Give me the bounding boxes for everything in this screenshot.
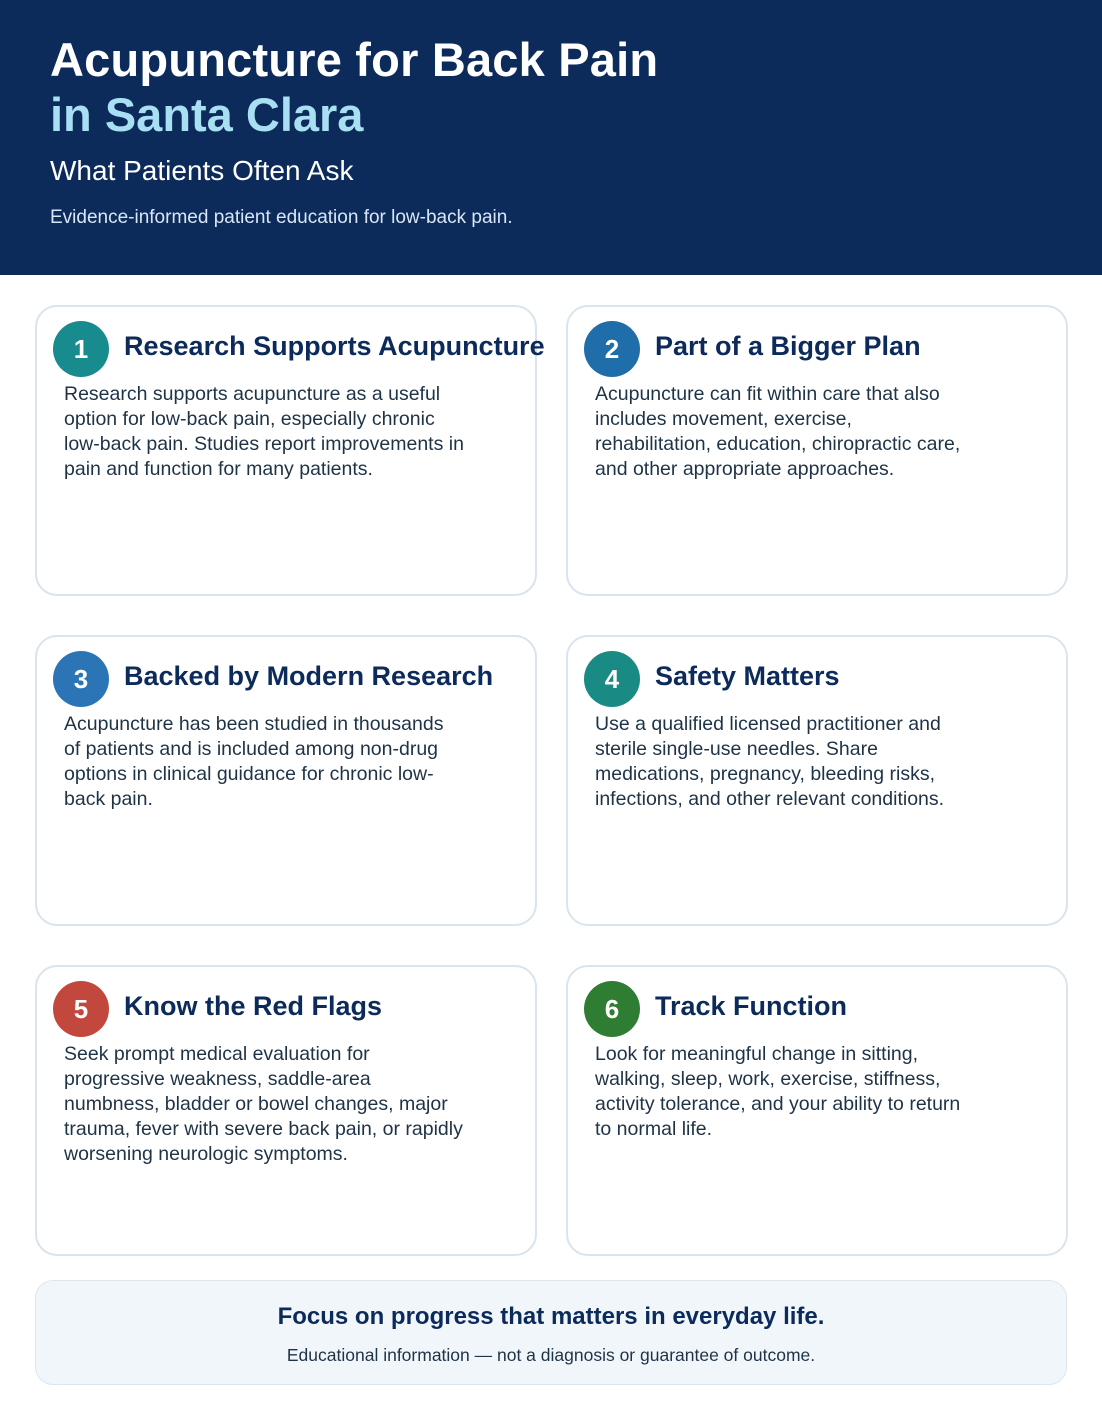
page-subtitle: What Patients Often Ask — [50, 155, 354, 186]
card-title: Research Supports Acupuncture — [124, 331, 545, 361]
page-title-location: in Santa Clara — [50, 88, 364, 141]
header-banner — [0, 0, 1102, 275]
info-card-bigger-plan — [566, 305, 1068, 596]
number-badge: 4 — [584, 651, 640, 707]
card-title: Track Function — [655, 991, 848, 1021]
card-body: Use a qualified licensed practitioner and sterile single-use needles. Share medications, pregnancy, bleeding risks, infections, and other relevant conditions. — [595, 713, 945, 810]
card-body: Research supports acupuncture as a useful option for low-back pain, especially chronic low-back pain. Studies report improvements in pain and function for many patients. — [64, 383, 464, 480]
page-title: Acupuncture for Back Pain — [50, 33, 659, 86]
number-badge: 5 — [53, 981, 109, 1037]
number-badge: 1 — [53, 321, 109, 377]
info-card-research — [35, 305, 545, 596]
footer-disclaimer: Educational information — not a diagnosis or guarantee of outcome. — [286, 1345, 816, 1365]
info-card-red-flags — [35, 965, 537, 1256]
info-card-track-function — [566, 965, 1068, 1256]
card-title: Part of a Bigger Plan — [655, 331, 921, 361]
number-badge: 3 — [53, 651, 109, 707]
info-card-safety — [566, 635, 1068, 926]
card-title: Backed by Modern Research — [124, 661, 494, 691]
page-tagline: Evidence-informed patient education for low-back pain. — [50, 207, 513, 228]
card-body: Seek prompt medical evaluation for progressive weakness, saddle-area numbness, bladder or bowel changes, major trauma, fever with severe back pain, or rapidly worsening neurologic symptoms. — [64, 1043, 463, 1165]
card-body: Acupuncture can fit within care that also includes movement, exercise, rehabilitation, education, chiropractic care, and other appropriate approaches. — [595, 383, 961, 480]
card-title: Know the Red Flags — [124, 991, 383, 1021]
card-body: Acupuncture has been studied in thousands of patients and is included among non-drug options in clinical guidance for chronic low-back pain. — [64, 713, 444, 810]
info-card-modern-research — [35, 635, 537, 926]
card-title: Safety Matters — [655, 661, 840, 691]
number-badge: 6 — [584, 981, 640, 1037]
card-body: Look for meaningful change in sitting, walking, sleep, work, exercise, stiffness, activity tolerance, and your ability to return to normal life. — [595, 1043, 961, 1140]
number-badge: 2 — [584, 321, 640, 377]
footer-callout — [35, 1280, 1067, 1385]
footer-message: Focus on progress that matters in everyday life. — [277, 1303, 825, 1330]
